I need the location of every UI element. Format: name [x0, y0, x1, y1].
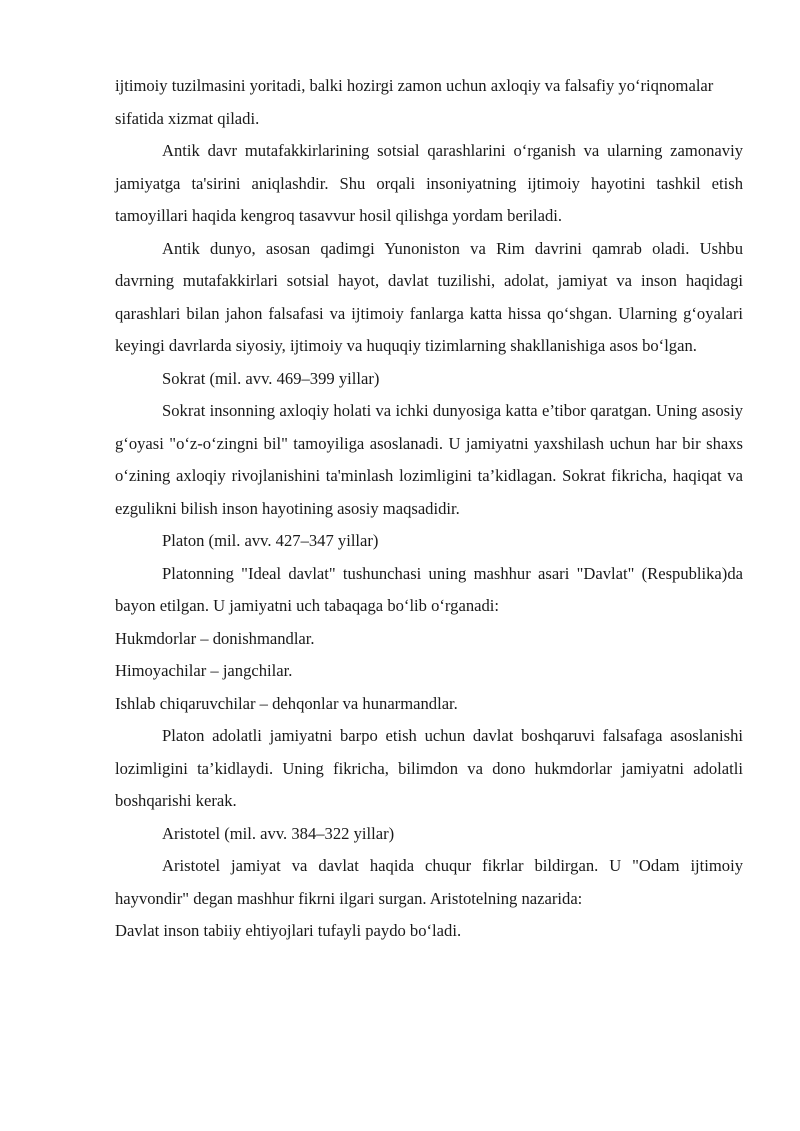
- heading-aristotle: Aristotel (mil. avv. 384–322 yillar): [162, 823, 395, 843]
- list-item-guardians: Himoyachilar – jangchilar.: [115, 661, 293, 680]
- paragraph-plato-justice: Platon adolatli jamiyatni barpo etish uchun davlat boshqaruvi falsafaga asoslanishi lozimligini ta’kidlaydi. Uning fikricha, bilimdon va dono hukmdorlar jamiyatni adolatli boshqarishi kerak.: [115, 726, 743, 810]
- paragraph-aristotle: Aristotel jamiyat va davlat haqida chuqur fikrlar bildirgan. U "Odam ijtimoiy hayvondir" degan mashhur fikrni ilgari surgan. Aristotelning nazarida:: [115, 856, 743, 908]
- list-item-producers: Ishlab chiqaruvchilar – dehqonlar va hunarmandlar.: [115, 693, 458, 713]
- paragraph-socrates: Sokrat insonning axloqiy holati va ichki dunyosiga katta e’tibor qaratgan. Uning asosiy g‘oyasi "o‘z-o‘zingni bil" tamoyiliga asoslanadi. U jamiyatni yaxshilash uchun har bir shaxs o‘zining axloqiy rivojlanishini ta'minlash lozimligini ta’kidlagan. Sokrat fikricha, haqiqat va ezgulikni bilish inson hayotining asosiy maqsadidir.: [115, 401, 743, 518]
- heading-plato: Platon (mil. avv. 427–347 yillar): [162, 531, 379, 550]
- paragraph-antique-world: Antik dunyo, asosan qadimgi Yunoniston va Rim davrini qamrab oladi. Ushbu davrning mutafakkirlari sotsial hayot, davlat tuzilishi, adolat, jamiyat va inson haqidagi qarashlari bilan jahon falsafasi va ijtimoiy fanlarga katta hissa qo‘shgan. Ularning g‘oyalari keyingi davrlarda siyosiy, ijtimoiy va huquqiy tizimlarning shakllanishiga asos bo‘lgan.: [115, 238, 743, 355]
- paragraph-state-origin: Davlat inson tabiiy ehtiyojlari tufayli paydo bo‘ladi.: [115, 921, 462, 940]
- paragraph-continuation: ijtimoiy tuzilmasini yoritadi, balki hozirgi zamon uchun axloqiy va falsafiy yo‘riqnomalar sifatida xizmat qiladi.: [115, 76, 714, 128]
- list-item-rulers: Hukmdorlar – donishmandlar.: [115, 628, 315, 648]
- heading-socrates: Sokrat (mil. avv. 469–399 yillar): [162, 368, 380, 388]
- paragraph-research-goal: Antik davr mutafakkirlarining sotsial qarashlarini o‘rganish va ularning zamonaviy jamiyatga ta'sirini aniqlashdir. Shu orqali insoniyatning ijtimoiy hayotini tashkil etish tamoyillari haqida kengroq tasavvur hosil qilishga yordam beriladi.: [115, 141, 743, 225]
- paragraph-plato-ideal-state: Platonning "Ideal davlat" tushunchasi uning mashhur asari "Davlat" (Respublika)da bayon etilgan. U jamiyatni uch tabaqaga bo‘lib o‘rganadi:: [115, 563, 743, 615]
- document-page: [115, 70, 743, 948]
